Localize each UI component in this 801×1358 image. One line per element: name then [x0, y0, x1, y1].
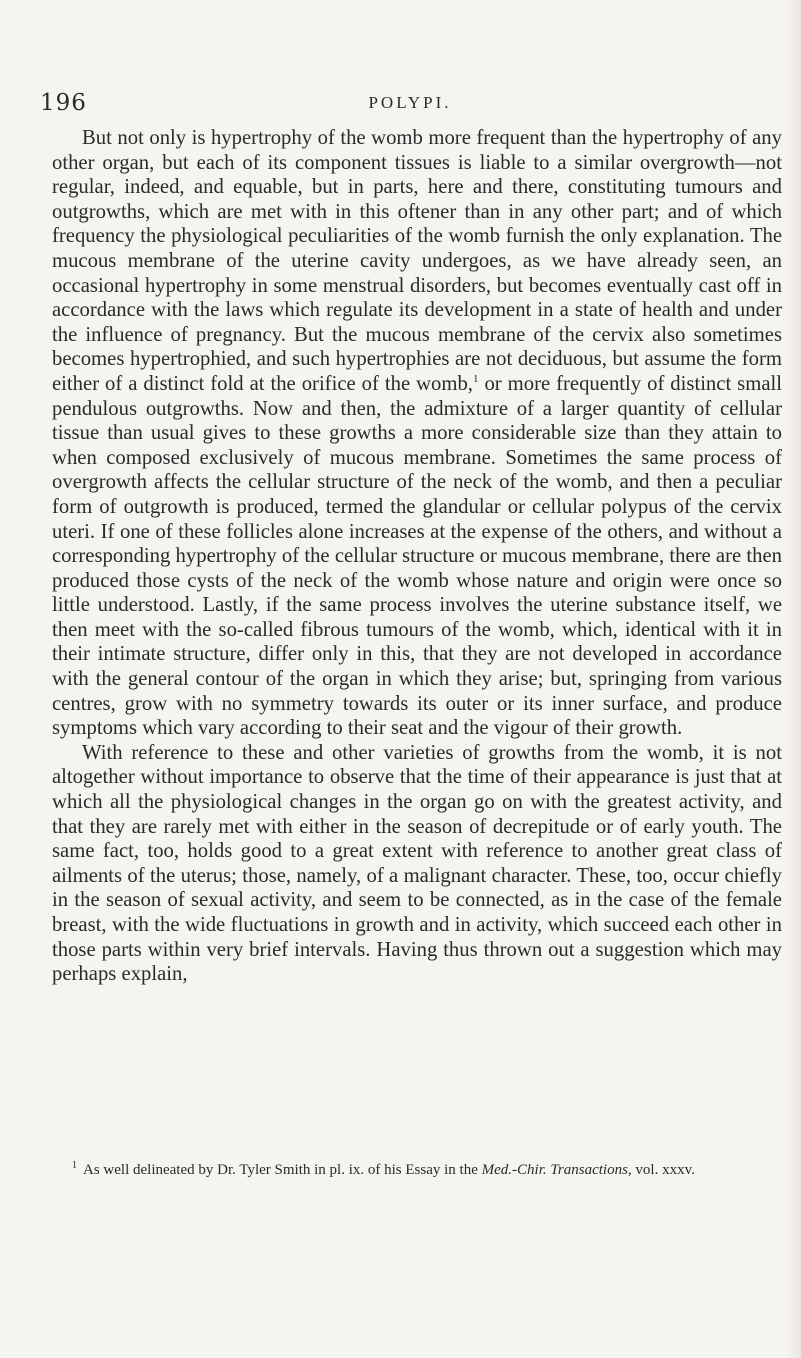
body-text — [52, 126, 782, 987]
footnote-text — [52, 1156, 782, 1180]
scan-edge-shading — [787, 0, 801, 1358]
paragraph — [52, 126, 782, 741]
footnote-journal-title: Med.-Chir. Transactions — [481, 1162, 628, 1178]
footnote — [52, 1156, 782, 1180]
paragraph-text: But not only is hypertrophy of the womb more frequent than the hypertrophy of any other organ, but each of its component tissues is liable to a similar overgrowth—not regular, indeed, and equable, but in parts, here and there, constituting tumours and outgrowths, which are met with in this oftener than in any other part; and of which frequency the physiological peculiarities of the womb furnish the only explanation. The mucous membrane of the uterine cavity undergoes, as we have already seen, an occasional hypertrophy in some menstrual disorders, but becomes eventually cast off in accordance with the laws which regulate its development in a state of health and under the influence of pregnancy. But the mucous membrane of the cervix also sometimes becomes hypertrophied, and such hypertrophies are not deciduous, but assume the form either of a distinct fold at the orifice of the womb, — [52, 127, 782, 395]
page-header — [40, 90, 780, 118]
paragraph-text: or more frequently of distinct small pendulous outgrowths. Now and then, the admixture of a larger quantity of cellular tissue than usual gives to these growths a more considerable size than they attain to when composed exclusively of mucous membrane. Sometimes the same process of overgrowth affects the cellular structure of the neck of the womb, and then a peculiar form of outgrowth is produced, termed the glandular or cellular polypus of the cervix uteri. If one of these follicles alone increases at the expense of the others, and without a corresponding hypertrophy of the cellular structure or mucous membrane, there are then produced those cysts of the neck of the womb whose nature and origin were once so little understood. Lastly, if the same process involves the uterine substance itself, we then meet with the so-called fibrous tumours of the womb, which, identical with it in their intimate structure, differ only in this, that they are not developed in accordance with the general contour of the organ in which they arise; but, springing from various centres, grow with no symmetry towards its outer or its inner surface, and produce symptoms which vary according to their seat and the vigour of their growth. — [52, 372, 782, 740]
page-number: 196 — [40, 90, 87, 116]
footnote-volume: , vol. xxxv. — [627, 1162, 695, 1178]
running-title: POLYPI. — [368, 93, 452, 112]
footnote-citation: As well delineated by Dr. Tyler Smith in pl. ix. of his Essay in the — [83, 1162, 482, 1178]
paragraph: With reference to these and other varieties of growths from the womb, it is not altogether without importance to observe that the time of their appearance is just that at which all the physiological changes in the organ go on with the greatest activity, and that they are rarely met with either in the season of decrepitude or of early youth. The same fact, too, holds good to a great extent with reference to another great class of ailments of the uterus; those, namely, of a malignant character. These, too, occur chiefly in the season of sexual activity, and seem to be connected, as in the case of the female breast, with the wide fluctuations in growth and in activity, which succeed each other in those parts within very brief intervals. Having thus thrown out a suggestion which may perhaps explain, — [52, 741, 782, 986]
footnote-reference[interactable]: 1 — [472, 373, 479, 386]
footnote-mark: 1 — [72, 1160, 77, 1171]
